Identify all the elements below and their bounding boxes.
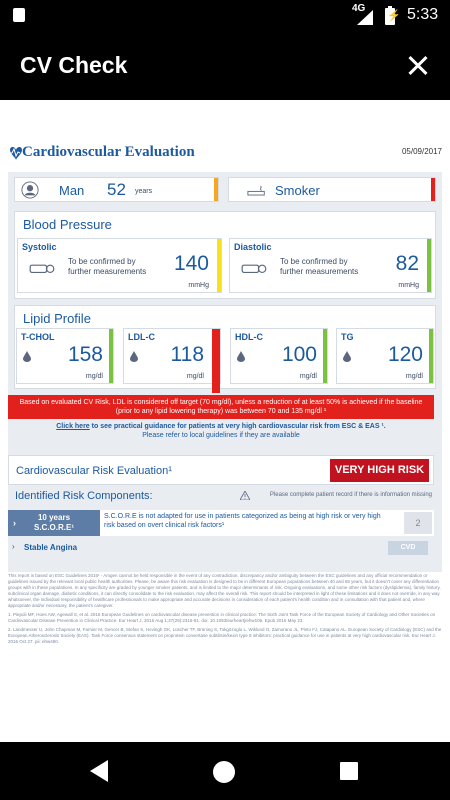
diastolic-unit: mmHg — [398, 282, 419, 289]
risk-evaluation-row — [8, 455, 434, 485]
footnote-ref-2: 2. Landmesser U, John Chapman M, Farnier M, Gencer B, Stefan S, Hovingh GK, Lüscher TF, Brüning S, Tokgözoglu L, Wiklund O, Zamorano JL, Pinto FJ, Catapano AL. European Society of Cardiology (ESC) and the European Atherosclerosis Society (EAS). Task Force consensus statement on proprotein convertase subtilisin/kexin type 9 inhibitors: practical guidance for use in patients at very high cardiovascular risk. Eur Heart J. 2016 Oct 27. pii: ehw480. — [8, 627, 442, 644]
blood-pressure-section — [14, 211, 436, 299]
systolic-value: 140 — [173, 252, 209, 275]
chevron-right-icon: › — [13, 518, 16, 528]
guidance-text — [8, 422, 434, 440]
cvd-tag: CVD — [388, 541, 428, 555]
diastolic-value: 82 — [395, 252, 419, 275]
systolic-note: To be confirmed by further measurements — [68, 257, 147, 276]
app-title: CV Check — [20, 52, 128, 78]
footnote-disclaimer: This report is based on ESC Guidelines 2016¹ - Amgen cannot be held responsible in the event of any contradiction, discrepancy and/or ambiguity between the ESC guidelines and any official recommendation or guidelines issued by the relevant local public health authorities. Please, be aware this risk evaluation is designed to be in different European populations between 40 and 65 years, but it doesn't cover any differentiation groups with in these populations. In any specificity are graded by younger smoker patients, and is limited to the major determinants of risk. Ongoing evaluations, and some other risk factors (dyslipidemia), family history, subclinical organ damage, diabetic conditions, it can directly consolidate to the risk evaluation, may affect the overall risk. This report should be interpreted in light of these limitations and it does not override, in any way whatsoever, the individual responsibility of healthcare professionals to make appropriate and accurate decisions in consideration of each patient's health condition and in consultation with that patient and, where appropriate and/or necessary, the patient's caregiver. — [8, 573, 441, 608]
tchol-value: 158 — [67, 343, 103, 366]
drop-icon — [343, 351, 351, 362]
chevron-right-icon: › — [12, 542, 15, 551]
guidance-text-line2: Please refer to local guidelines if they are available — [142, 432, 300, 439]
navigation-bar — [0, 742, 450, 800]
cigarette-icon — [247, 184, 267, 197]
smoker-status-bar — [431, 178, 435, 201]
tg-label: TG — [341, 332, 354, 342]
score-row[interactable] — [8, 510, 434, 536]
guidance-text-main: to see practical guidance for patients at very high cardiovascular risk from ESC & EAS ¹. — [89, 423, 386, 430]
patient-card — [14, 177, 219, 202]
identified-risk-title: Identified Risk Components: — [15, 490, 153, 502]
drop-icon — [237, 351, 245, 362]
diastolic-note: To be confirmed by further measurements — [280, 257, 359, 276]
charging-icon: ⚡ — [387, 10, 401, 22]
stable-angina-row[interactable] — [8, 540, 434, 556]
tg-value: 120 — [387, 343, 423, 366]
lipid-card-hdl — [230, 328, 328, 384]
hdl-status-bar — [323, 329, 327, 383]
lipid-card-ldl — [123, 328, 221, 384]
score-note: S.C.O.R.E is not adapted for use in patients categorized as being at high risk or very high risk based on overt clinical risk factors¹ — [104, 513, 381, 529]
lipid-card-tg — [336, 328, 434, 384]
hdl-value: 100 — [281, 343, 317, 366]
score-tab-line1: 10 years — [37, 513, 71, 522]
systolic-label: Systolic — [22, 242, 57, 252]
score-tab[interactable] — [8, 510, 100, 536]
report-title: Cardiovascular Evaluation — [22, 144, 195, 160]
risk-evaluation-title: Cardiovascular Risk Evaluation¹ — [16, 465, 172, 477]
report-date: 05/09/2017 — [401, 147, 442, 156]
guidance-link[interactable]: Click here — [56, 423, 90, 430]
footnotes — [8, 573, 442, 648]
systolic-status-bar — [217, 239, 221, 292]
stable-angina-label: Stable Angina — [24, 543, 78, 552]
patient-sex: Man — [59, 183, 85, 198]
tchol-label: T-CHOL — [21, 332, 55, 342]
back-button[interactable] — [90, 760, 108, 782]
ldl-alert-banner — [8, 395, 434, 419]
report-document[interactable] — [0, 100, 450, 742]
diastolic-card — [229, 238, 432, 293]
age-status-bar — [214, 178, 218, 201]
lipid-profile-title: Lipid Profile — [23, 311, 91, 326]
risk-level-badge: VERY HIGH RISK — [330, 459, 429, 482]
blood-pressure-cuff-icon — [240, 257, 268, 277]
tchol-status-bar — [109, 329, 113, 383]
ldl-status-bar — [212, 329, 220, 393]
ldl-label: LDL-C — [128, 332, 155, 342]
score-tab-line2: S.C.O.R.E¹ — [33, 523, 74, 532]
blood-pressure-cuff-icon — [28, 257, 56, 277]
identified-risk-header — [8, 488, 434, 504]
diastolic-label: Diastolic — [234, 242, 272, 252]
app-bar — [0, 32, 450, 100]
warning-icon — [240, 491, 250, 500]
status-bar — [0, 0, 450, 32]
signal-icon — [357, 10, 373, 25]
patient-age: 52 — [107, 180, 126, 199]
alert-line-1: Based on evaluated CV Risk, LDL is considered off target (70 mg/dl), unless a reduction of at least 50% is achieved if the baseline — [19, 399, 423, 406]
home-button[interactable] — [213, 761, 235, 783]
drop-icon — [23, 351, 31, 362]
patient-age-unit: years — [135, 188, 153, 195]
hdl-label: HDL-C — [235, 332, 263, 342]
blood-pressure-title: Blood Pressure — [23, 217, 112, 232]
tchol-unit: mg/dl — [85, 373, 103, 380]
clock: 5:33 — [407, 6, 439, 23]
drop-icon — [130, 351, 138, 362]
systolic-unit: mmHg — [188, 282, 209, 289]
close-button[interactable] — [404, 50, 436, 82]
smoker-label: Smoker — [275, 183, 320, 198]
footnote-ref-1: 1. Piepoli MF, Hoes AW, Agewall S, et al. 2016 European Guidelines on cardiovascular disease prevention in clinical practice: The Sixth Joint Task Force of the European Society of Cardiology and Other Societies on Cardiovascular Disease Prevention in Clinical Practice. Eur Heart J. 2016 Aug 1;37(29):2315-81. doi: 10.1093/eurheartj/ehw106. Epub 2016 May 23. — [8, 612, 436, 623]
ldl-unit: mg/dl — [186, 373, 204, 380]
alert-line-2: (prior to any lipid lowering therapy) was between 70 and 135 mg/dl ¹ — [115, 408, 327, 415]
ldl-value: 118 — [170, 343, 204, 366]
smoker-card — [228, 177, 436, 202]
systolic-card — [17, 238, 222, 293]
user-avatar-icon — [21, 181, 39, 199]
identified-risk-note: Please complete patient record if there is information missing — [269, 492, 432, 498]
hdl-unit: mg/dl — [299, 373, 317, 380]
diastolic-status-bar — [427, 239, 431, 292]
network-type: 4G — [352, 3, 366, 14]
report-header — [8, 142, 442, 166]
score-value: 2 — [404, 512, 432, 534]
tg-status-bar — [429, 329, 433, 383]
recents-button[interactable] — [340, 762, 358, 780]
tg-unit: mg/dl — [405, 373, 423, 380]
sd-card-icon — [13, 8, 25, 22]
lipid-card-tchol — [16, 328, 114, 384]
